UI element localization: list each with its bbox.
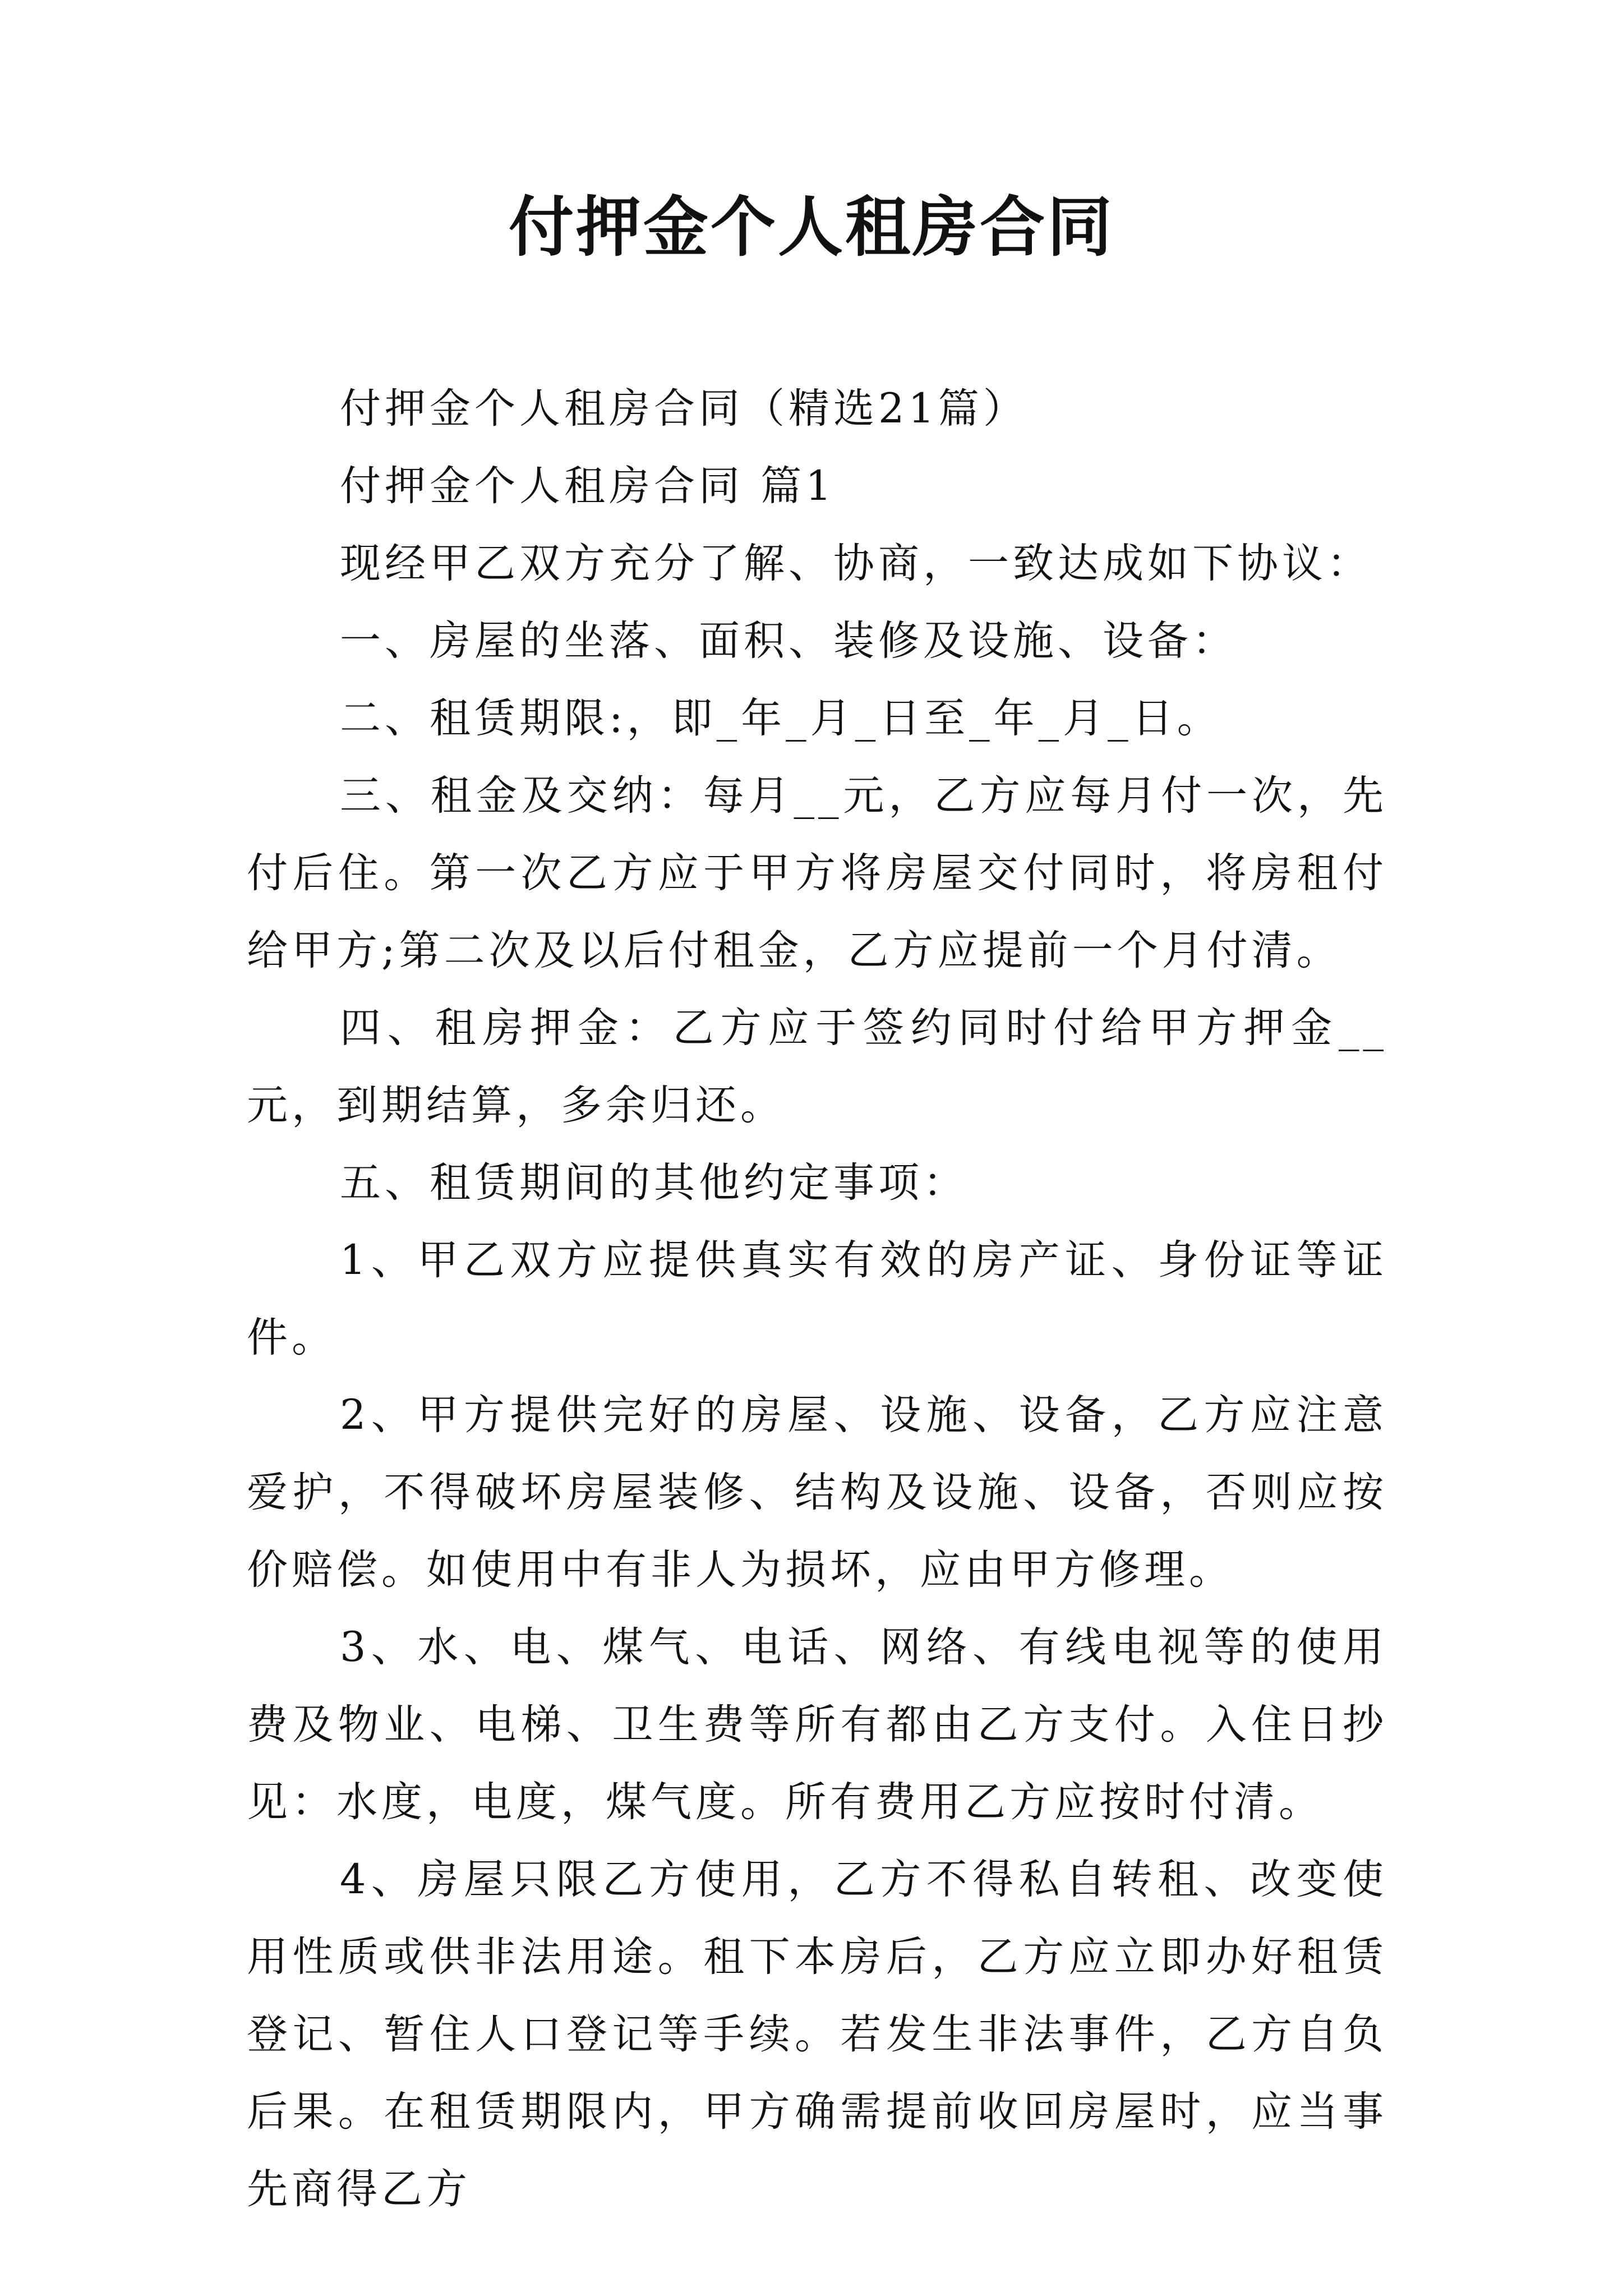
paragraph-item-4: 4、房屋只限乙方使用，乙方不得私自转租、改变使用性质或供非法用途。租下本房后，乙方应立即办好租赁登记、暂住人口登记等手续。若发生非法事件，乙方自负后果。在租赁期限内，甲方确需提前收回房屋时，应当事先商得乙方 (247, 1856, 1387, 2213)
paragraph-item-3: 3、水、电、煤气、电话、网络、有线电视等的使用费及物业、电梯、卫生费等所有都由乙方支付。入住日抄见：水度，电度，煤气度。所有费用乙方应按时付清。 (247, 1623, 1387, 1826)
paragraph-clause-3: 三、租金及交纳：每月__元，乙方应每月付一次，先付后住。第一次乙方应于甲方将房屋交付同时，将房租付给甲方;第二次及以后付租金，乙方应提前一个月付清。 (247, 772, 1387, 974)
paragraph-agreement-intro: 现经甲乙双方充分了解、协商，一致达成如下协议： (340, 540, 1372, 587)
paragraph-item-1: 1、甲乙双方应提供真实有效的房产证、身份证等证件。 (247, 1236, 1387, 1361)
paragraph-clause-5: 五、租赁期间的其他约定事项： (340, 1159, 968, 1207)
paragraph-collection-title: 付押金个人租房合同（精选21篇） (340, 385, 1028, 432)
paragraph-clause-1: 一、房屋的坐落、面积、装修及设施、设备： (340, 617, 1237, 665)
paragraph-section-heading: 付押金个人租房合同 篇1 (340, 462, 836, 510)
document-body (247, 370, 1387, 2228)
paragraph-clause-4: 四、租房押金：乙方应于签约同时付给甲方押金__元，到期结算，多余归还。 (247, 1004, 1387, 1129)
paragraph-item-2: 2、甲方提供完好的房屋、设施、设备，乙方应注意爱护，不得破坏房屋装修、结构及设施、设备，否则应按价赔偿。如使用中有非人为损坏，应由甲方修理。 (247, 1391, 1387, 1594)
document-title: 付押金个人租房合同 (509, 189, 1114, 265)
paragraph-clause-2: 二、租赁期限:，即_年_月_日至_年_月_日。 (340, 694, 1222, 742)
